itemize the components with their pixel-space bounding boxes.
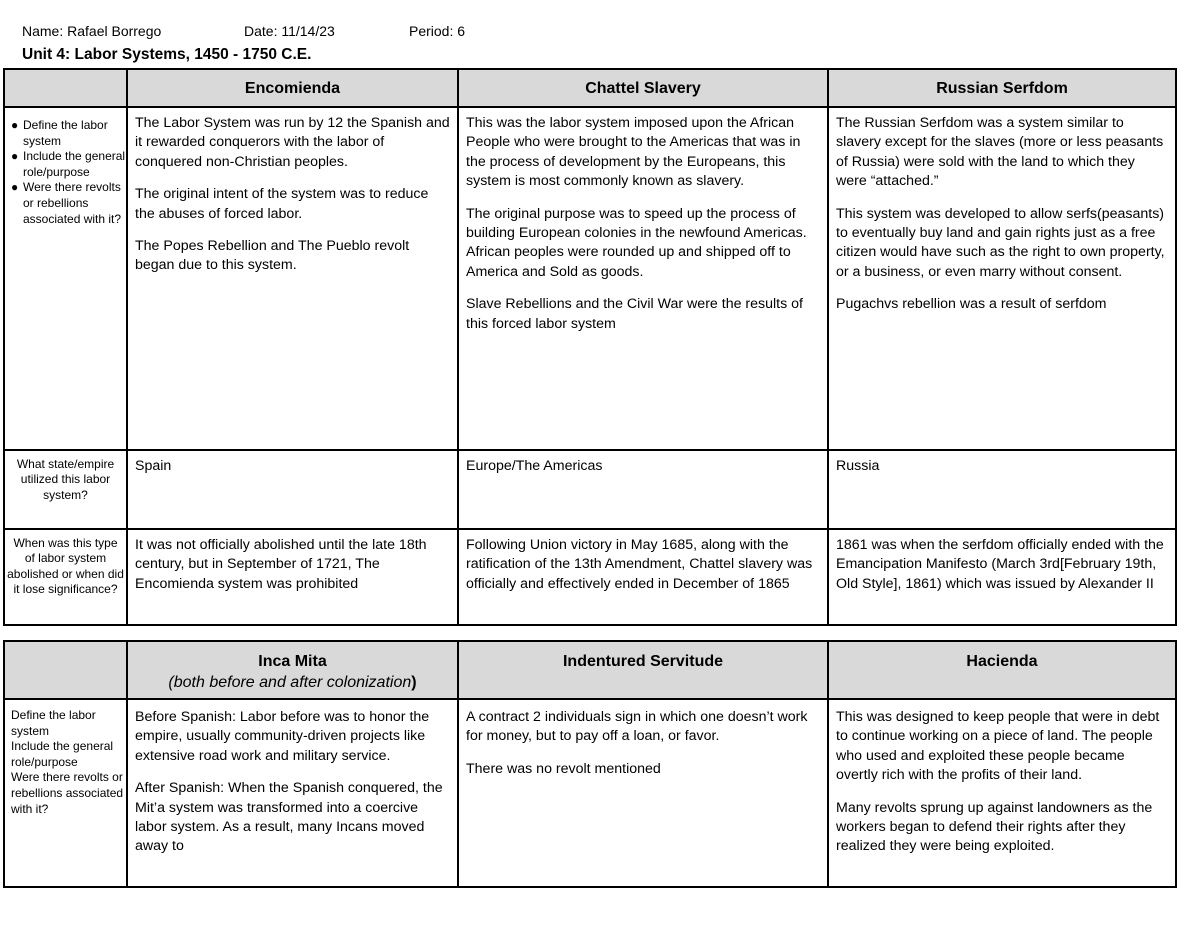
prompt-list bbox=[5, 700, 126, 817]
prompt-cell-end: When was this type of labor system abolished or when did it lose significance? bbox=[4, 529, 127, 625]
paragraph: The Popes Rebellion and The Pueblo revolt began due to this system. bbox=[135, 238, 410, 274]
cell-encomienda-define bbox=[127, 107, 458, 450]
cell-chattel-define bbox=[458, 107, 828, 450]
labor-systems-table-2 bbox=[3, 640, 1177, 888]
paragraph: This was designed to keep people that were in debt to continue working on a piece of land. The people who used and exploited these people became overtly rich with the profits of their land. bbox=[836, 709, 1160, 784]
cell-indentured-define bbox=[458, 699, 828, 887]
table-row-state bbox=[4, 450, 1176, 529]
cell-hacienda-define bbox=[828, 699, 1176, 887]
paragraph: The original intent of the system was to reduce the abuses of forced labor. bbox=[135, 186, 429, 222]
period: Period: 6 bbox=[409, 23, 466, 39]
list-item: ● Include the general role/purpose bbox=[11, 149, 126, 179]
labor-systems-table-1 bbox=[3, 68, 1177, 626]
date: Date: 11/14/23 bbox=[244, 23, 335, 39]
paragraph: Many revolts sprung up against landowners as the workers began to defend their rights after they realized they were being exploited. bbox=[836, 799, 1153, 855]
list-item: Were there revolts or rebellions associated with it? bbox=[11, 770, 124, 816]
prompt-cell-define bbox=[4, 699, 127, 887]
cell-serfdom-state: Russia bbox=[828, 450, 1176, 529]
list-item: Include the general role/purpose bbox=[11, 739, 114, 769]
column-header-chattel-slavery: Chattel Slavery bbox=[458, 69, 828, 107]
cell-inca-define bbox=[127, 699, 458, 887]
column-header-inca-mita: Inca Mita (both before and after colonization) bbox=[127, 641, 458, 699]
paragraph: Before Spanish: Labor before was to honor the empire, usually community-driven projects like extensive road work and military service. bbox=[135, 709, 430, 764]
corner-cell bbox=[4, 69, 127, 107]
paragraph: A contract 2 individuals sign in which one doesn’t work for money, but to pay off a loan, or favor. bbox=[466, 709, 808, 745]
list-item: ● Define the labor system bbox=[11, 118, 108, 148]
cell-chattel-end: Following Union victory in May 1685, along with the ratification of the 13th Amendment, Chattel slavery was officially and effectively ended in December of 1865 bbox=[458, 529, 828, 625]
paragraph: This was the labor system imposed upon the African People who were brought to the Americas that was in the process of development by the Europeans, this system is most commonly known as slavery. bbox=[466, 115, 801, 190]
paragraph: Slave Rebellions and the Civil War were the results of this forced labor system bbox=[466, 296, 803, 332]
prompt-list bbox=[5, 108, 126, 227]
cell-encomienda-end: It was not officially abolished until the late 18th century, but in September of 1721, The Encomienda system was prohibited bbox=[127, 529, 458, 625]
paragraph: After Spanish: When the Spanish conquered, the Mit’a system was transformed into a coercive labor system. As a result, many Incans moved away to bbox=[135, 780, 443, 855]
paragraph: The Labor System was run by 12 the Spanish and it rewarded conquerors with the labor of conquered non-Christian peoples. bbox=[135, 115, 450, 170]
table-row-define bbox=[4, 107, 1176, 450]
cell-serfdom-define bbox=[828, 107, 1176, 450]
table-row-define bbox=[4, 699, 1176, 887]
list-item: ● Were there revolts or rebellions associated with it? bbox=[11, 180, 122, 226]
prompt-cell-define bbox=[4, 107, 127, 450]
list-item: Define the labor system bbox=[11, 708, 96, 738]
inca-subtitle: (both before and after colonization) bbox=[168, 674, 417, 691]
unit-title: Unit 4: Labor Systems, 1450 - 1750 C.E. bbox=[22, 46, 312, 63]
paragraph: The Russian Serfdom was a system similar to slavery except for the slaves (more or less peasants of Russia) were sold with the land to which they were “attached.” bbox=[836, 115, 1164, 190]
cell-chattel-state: Europe/The Americas bbox=[458, 450, 828, 529]
prompt-cell-state: What state/empire utilized this labor system? bbox=[4, 450, 127, 529]
table-header-row bbox=[4, 641, 1176, 699]
table-header-row bbox=[4, 69, 1176, 107]
column-header-indentured-servitude: Indentured Servitude bbox=[458, 641, 828, 699]
cell-encomienda-state: Spain bbox=[127, 450, 458, 529]
table-row-end bbox=[4, 529, 1176, 625]
student-name: Name: Rafael Borrego bbox=[22, 23, 162, 39]
paragraph: The original purpose was to speed up the process of building European colonies in the newfound Americas. African peoples were rounded up and shipped off to America and Sold as goods. bbox=[466, 205, 807, 280]
column-header-hacienda: Hacienda bbox=[828, 641, 1176, 699]
cell-serfdom-end: 1861 was when the serfdom officially ended with the Emancipation Manifesto (March 3rd[February 19th, Old Style], 1861) which was issued by Alexander II bbox=[828, 529, 1176, 625]
student-info bbox=[22, 23, 465, 39]
corner-cell bbox=[4, 641, 127, 699]
column-header-encomienda: Encomienda bbox=[127, 69, 458, 107]
column-header-russian-serfdom: Russian Serfdom bbox=[828, 69, 1176, 107]
paragraph: There was no revolt mentioned bbox=[466, 760, 661, 777]
paragraph: Pugachvs rebellion was a result of serfdom bbox=[836, 296, 1107, 313]
paragraph: This system was developed to allow serfs(peasants) to eventually buy land and gain rights just as a free citizen would have such as the right to own property, or a business, or even marry without consent. bbox=[836, 205, 1165, 280]
